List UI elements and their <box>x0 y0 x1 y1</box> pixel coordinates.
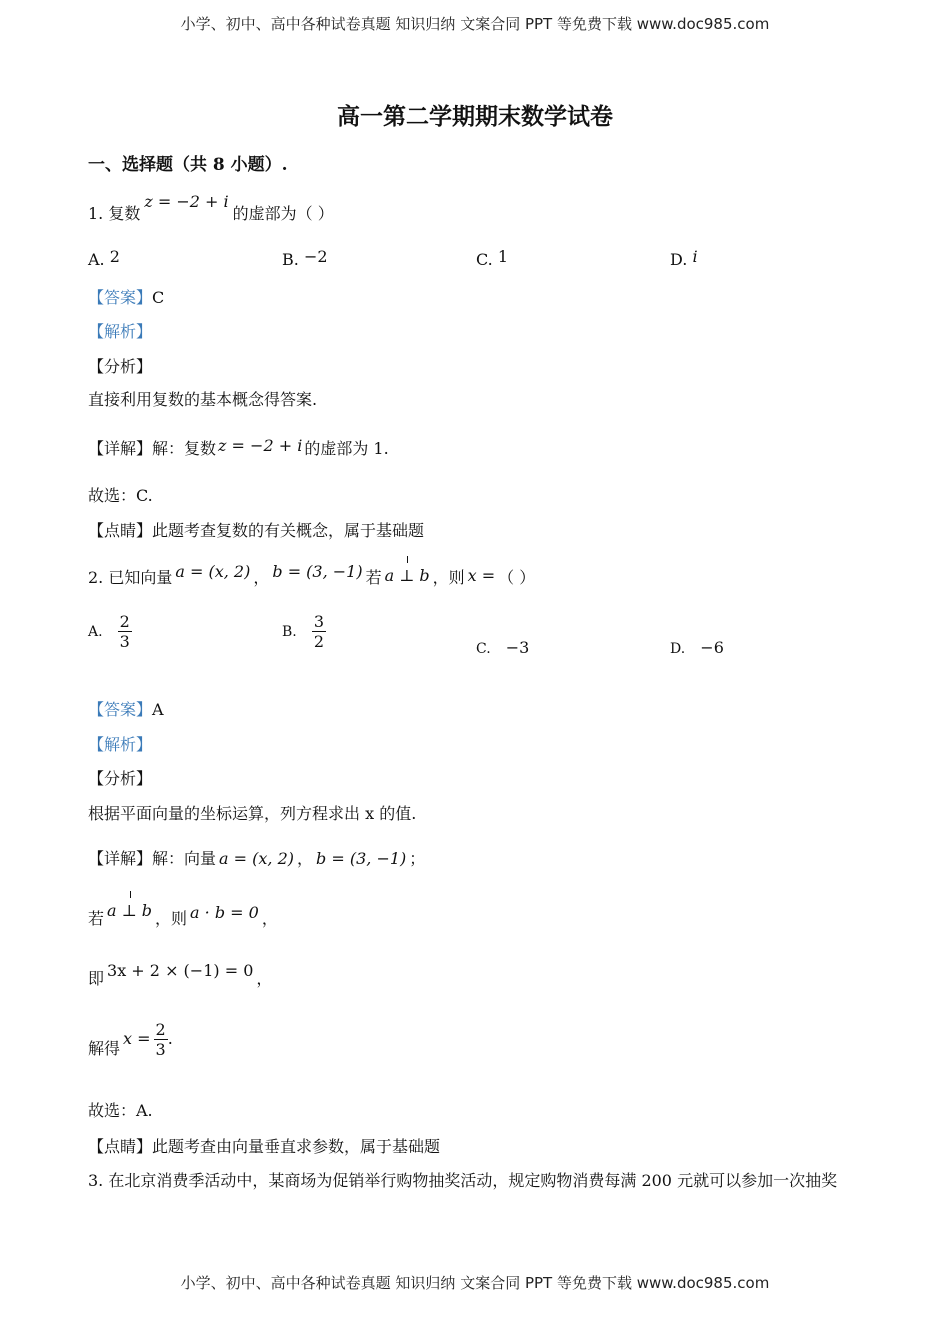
section-heading: 一、选择题（共 8 小题）. <box>88 155 288 175</box>
q1-answer <box>88 285 164 308</box>
q2-x-eq: x = <box>467 566 496 585</box>
q1-stem <box>88 192 334 224</box>
detail-vector-b: b = (3, −1) <box>316 849 407 868</box>
q2-detail-line4 <box>88 1020 173 1059</box>
q1-option-a <box>88 247 120 269</box>
q1-stem-suffix: 的虚部为（ ） <box>232 204 334 223</box>
fraction-denominator: 2 <box>313 632 325 651</box>
line3-equation: 3x + 2 × (−1) = 0 <box>107 961 254 980</box>
answer-tag: 【答案】 <box>88 288 153 307</box>
option-letter: C. <box>476 250 493 269</box>
q2-option-b <box>282 612 326 651</box>
answer-value: A <box>152 700 164 719</box>
detail-prefix: 解：复数 <box>152 439 217 458</box>
line2-then: ，则 <box>155 909 188 928</box>
q2-option-d <box>670 638 724 657</box>
q1-fenxi-text: 直接利用复数的基本概念得答案. <box>88 390 318 409</box>
q2-stem <box>88 562 536 588</box>
q2-detail-line3 <box>88 961 273 989</box>
detail-tag: 【详解】 <box>88 849 153 868</box>
q1-analysis-tag: 【解析】 <box>88 322 153 341</box>
q3-stem: 3. 在北京消费季活动中，某商场为促销举行购物抽奖活动，规定购物消费每满 200 元就可以参加一次抽奖 <box>88 1171 838 1190</box>
line3-ji: 即 <box>88 969 105 988</box>
detail-prefix: 解：向量 <box>152 849 217 868</box>
detail-sep: ， <box>297 849 314 868</box>
line4-jie: 解得 <box>88 1039 121 1058</box>
q2-option-c <box>476 638 529 657</box>
q2-then: ，则 <box>432 568 465 587</box>
option-letter: B. <box>282 250 299 269</box>
q2-detail-line2 <box>88 901 278 929</box>
q1-option-c <box>476 247 509 269</box>
fraction-numerator: 2 <box>155 1020 166 1039</box>
fraction-denominator: 3 <box>119 632 130 651</box>
option-value: i <box>692 247 698 266</box>
q1-fenxi-tag: 【分析】 <box>88 357 153 376</box>
answer-tag: 【答案】 <box>88 700 153 719</box>
q1-option-d <box>670 247 698 269</box>
line2-ruo: 若 <box>88 909 105 928</box>
line4-fraction <box>154 1020 168 1059</box>
q2-answer <box>88 697 164 720</box>
comment-text: 此题考查复数的有关概念，属于基础题 <box>152 521 425 540</box>
q1-choose: 故选：C. <box>88 486 153 505</box>
q2-detail-line1 <box>88 846 425 869</box>
fraction-numerator: 2 <box>119 612 130 631</box>
line2-comma: ， <box>261 909 278 928</box>
option-value: 2 <box>109 247 120 266</box>
comment-tag: 【点睛】 <box>88 521 153 540</box>
comment-text: 此题考查由向量垂直求参数，属于基础题 <box>152 1137 441 1156</box>
q1-detail <box>88 436 389 459</box>
q2-choose: 故选：A. <box>88 1101 153 1120</box>
line4-x: x = <box>123 1029 151 1048</box>
q2-perp: a ⊥ b <box>384 566 430 585</box>
answer-value: C <box>152 288 165 307</box>
line2-perp: a ⊥ b <box>107 901 153 920</box>
option-fraction <box>312 612 326 651</box>
detail-tag: 【详解】 <box>88 439 153 458</box>
option-value: −3 <box>505 638 530 657</box>
line4-end: . <box>167 1029 173 1048</box>
option-letter: B. <box>282 624 297 640</box>
q2-stem-prefix: 2. 已知向量 <box>88 568 173 587</box>
comment-tag: 【点睛】 <box>88 1137 153 1156</box>
q2-fenxi-tag: 【分析】 <box>88 769 153 788</box>
option-fraction <box>118 612 132 651</box>
line3-comma: ， <box>256 969 273 988</box>
q2-separator: ， <box>253 568 270 587</box>
q1-comment <box>88 518 424 541</box>
fraction-denominator: 3 <box>155 1040 166 1059</box>
page-footer: 小学、初中、高中各种试卷真题 知识归纳 文案合同 PPT 等免费下载 www.doc985.com <box>180 1274 770 1292</box>
detail-formula: z = −2 + i <box>218 436 303 455</box>
detail-vector-a: a = (x, 2) <box>219 849 295 868</box>
q1-stem-prefix: 1. 复数 <box>88 204 141 223</box>
page-header: 小学、初中、高中各种试卷真题 知识归纳 文案合同 PPT 等免费下载 www.doc985.com <box>180 15 770 33</box>
q2-vector-b: b = (3, −1) <box>272 562 363 581</box>
option-value: −2 <box>303 247 328 266</box>
q1-formula: z = −2 + i <box>144 192 229 211</box>
option-value: −6 <box>700 638 724 657</box>
option-letter: A. <box>88 250 105 269</box>
page-title: 高一第二学期期末数学试卷 <box>337 103 613 130</box>
detail-semicolon: ； <box>409 849 426 868</box>
option-letter: D. <box>670 250 688 269</box>
option-value: 1 <box>497 247 509 266</box>
option-letter: C. <box>476 641 491 657</box>
q2-fenxi-text: 根据平面向量的坐标运算，列方程求出 x 的值. <box>88 804 417 823</box>
option-letter: D. <box>670 641 686 657</box>
q1-option-b <box>282 247 328 269</box>
q2-comment <box>88 1134 440 1157</box>
option-letter: A. <box>88 624 103 640</box>
detail-suffix: 的虚部为 1. <box>304 439 389 458</box>
q2-option-a <box>88 612 132 651</box>
q2-ruo: 若 <box>365 568 382 587</box>
line2-dot-product: a · b = 0 <box>190 903 259 922</box>
q2-analysis-tag: 【解析】 <box>88 735 153 754</box>
q2-vector-a: a = (x, 2) <box>175 562 251 581</box>
fraction-numerator: 3 <box>313 612 325 631</box>
q2-paren: （ ） <box>498 568 536 587</box>
